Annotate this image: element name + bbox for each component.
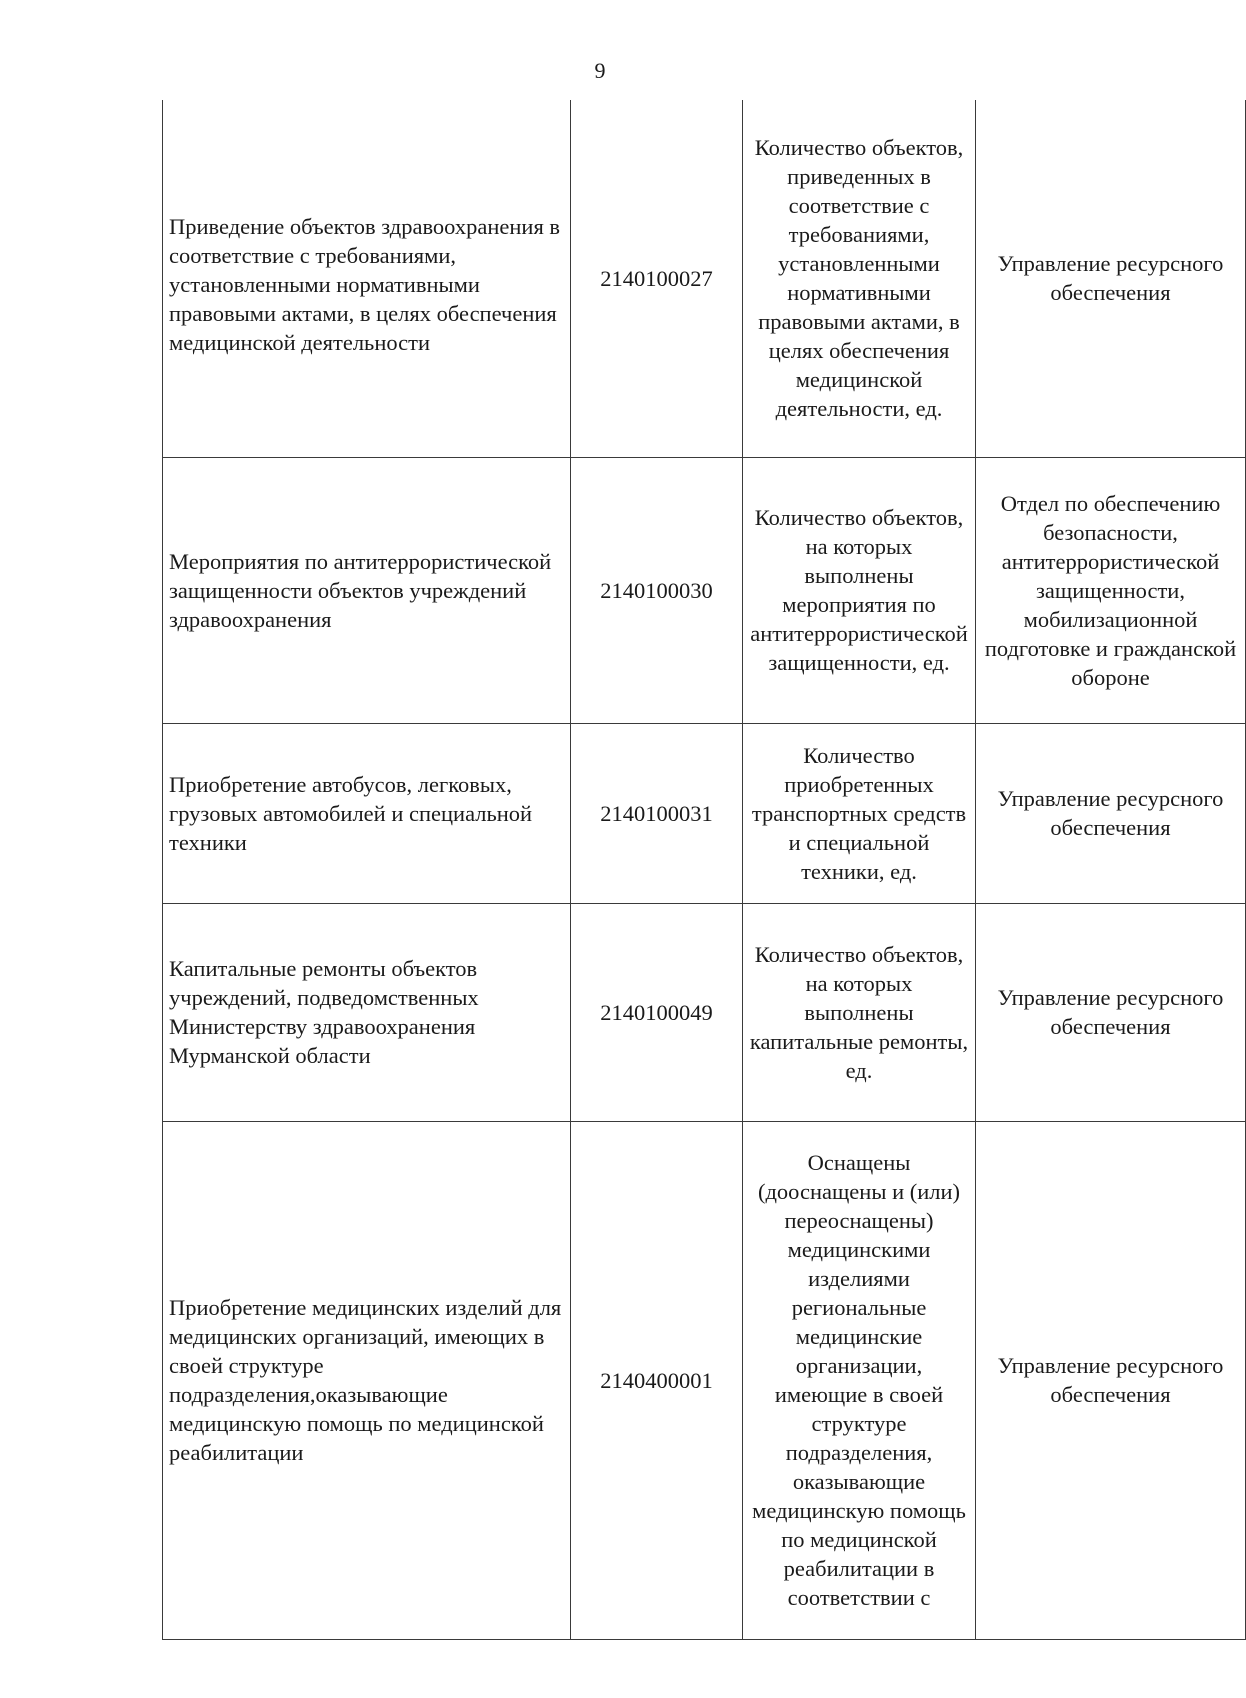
measure-code: 2140100027 bbox=[571, 100, 743, 457]
table-row bbox=[163, 1121, 1246, 1639]
measure-indicator: Количество объектов, приведенных в соответствие с требованиями, установленными нормативными правовыми актами, в целях обеспечения медицинской деятельности, ед. bbox=[743, 100, 976, 457]
measure-indicator: Количество объектов, на которых выполнены мероприятия по антитеррористической защищенности, ед. bbox=[743, 457, 976, 723]
table-row bbox=[163, 723, 1246, 903]
measure-name: Приобретение автобусов, легковых, грузовых автомобилей и специальной техники bbox=[163, 723, 571, 903]
measure-responsible: Управление ресурсного обеспечения bbox=[976, 903, 1246, 1121]
measure-responsible: Управление ресурсного обеспечения bbox=[976, 723, 1246, 903]
measure-name: Капитальные ремонты объектов учреждений, подведомственных Министерству здравоохранения Мурманской области bbox=[163, 903, 571, 1121]
measure-name: Мероприятия по антитеррористической защищенности объектов учреждений здравоохранения bbox=[163, 457, 571, 723]
measure-responsible: Управление ресурсного обеспечения bbox=[976, 1121, 1246, 1639]
measure-indicator: Количество приобретенных транспортных средств и специальной техники, ед. bbox=[743, 723, 976, 903]
page-number: 9 bbox=[594, 58, 606, 83]
measure-code: 2140100049 bbox=[571, 903, 743, 1121]
measure-code: 2140400001 bbox=[571, 1121, 743, 1639]
measures-table bbox=[162, 100, 1246, 1640]
measure-name: Приобретение медицинских изделий для медицинских организаций, имеющих в своей структуре подразделения,оказывающие медицинскую помощь по медицинской реабилитации bbox=[163, 1121, 571, 1639]
measure-code: 2140100031 bbox=[571, 723, 743, 903]
table-row bbox=[163, 100, 1246, 457]
measure-name: Приведение объектов здравоохранения в соответствие с требованиями, установленными нормативными правовыми актами, в целях обеспечения медицинской деятельности bbox=[163, 100, 571, 457]
table-row bbox=[163, 457, 1246, 723]
measure-indicator: Оснащены (дооснащены и (или) переоснащены) медицинскими изделиями региональные медицинские организации, имеющие в своей структуре подразделения, оказывающие медицинскую помощь по медицинской реабилитации в соответствии с bbox=[743, 1121, 976, 1639]
measure-code: 2140100030 bbox=[571, 457, 743, 723]
table-row bbox=[163, 903, 1246, 1121]
measure-responsible: Отдел по обеспечению безопасности, антитеррористической защищенности, мобилизационной подготовке и гражданской обороне bbox=[976, 457, 1246, 723]
measure-indicator: Количество объектов, на которых выполнены капитальные ремонты, ед. bbox=[743, 903, 976, 1121]
measure-responsible: Управление ресурсного обеспечения bbox=[976, 100, 1246, 457]
